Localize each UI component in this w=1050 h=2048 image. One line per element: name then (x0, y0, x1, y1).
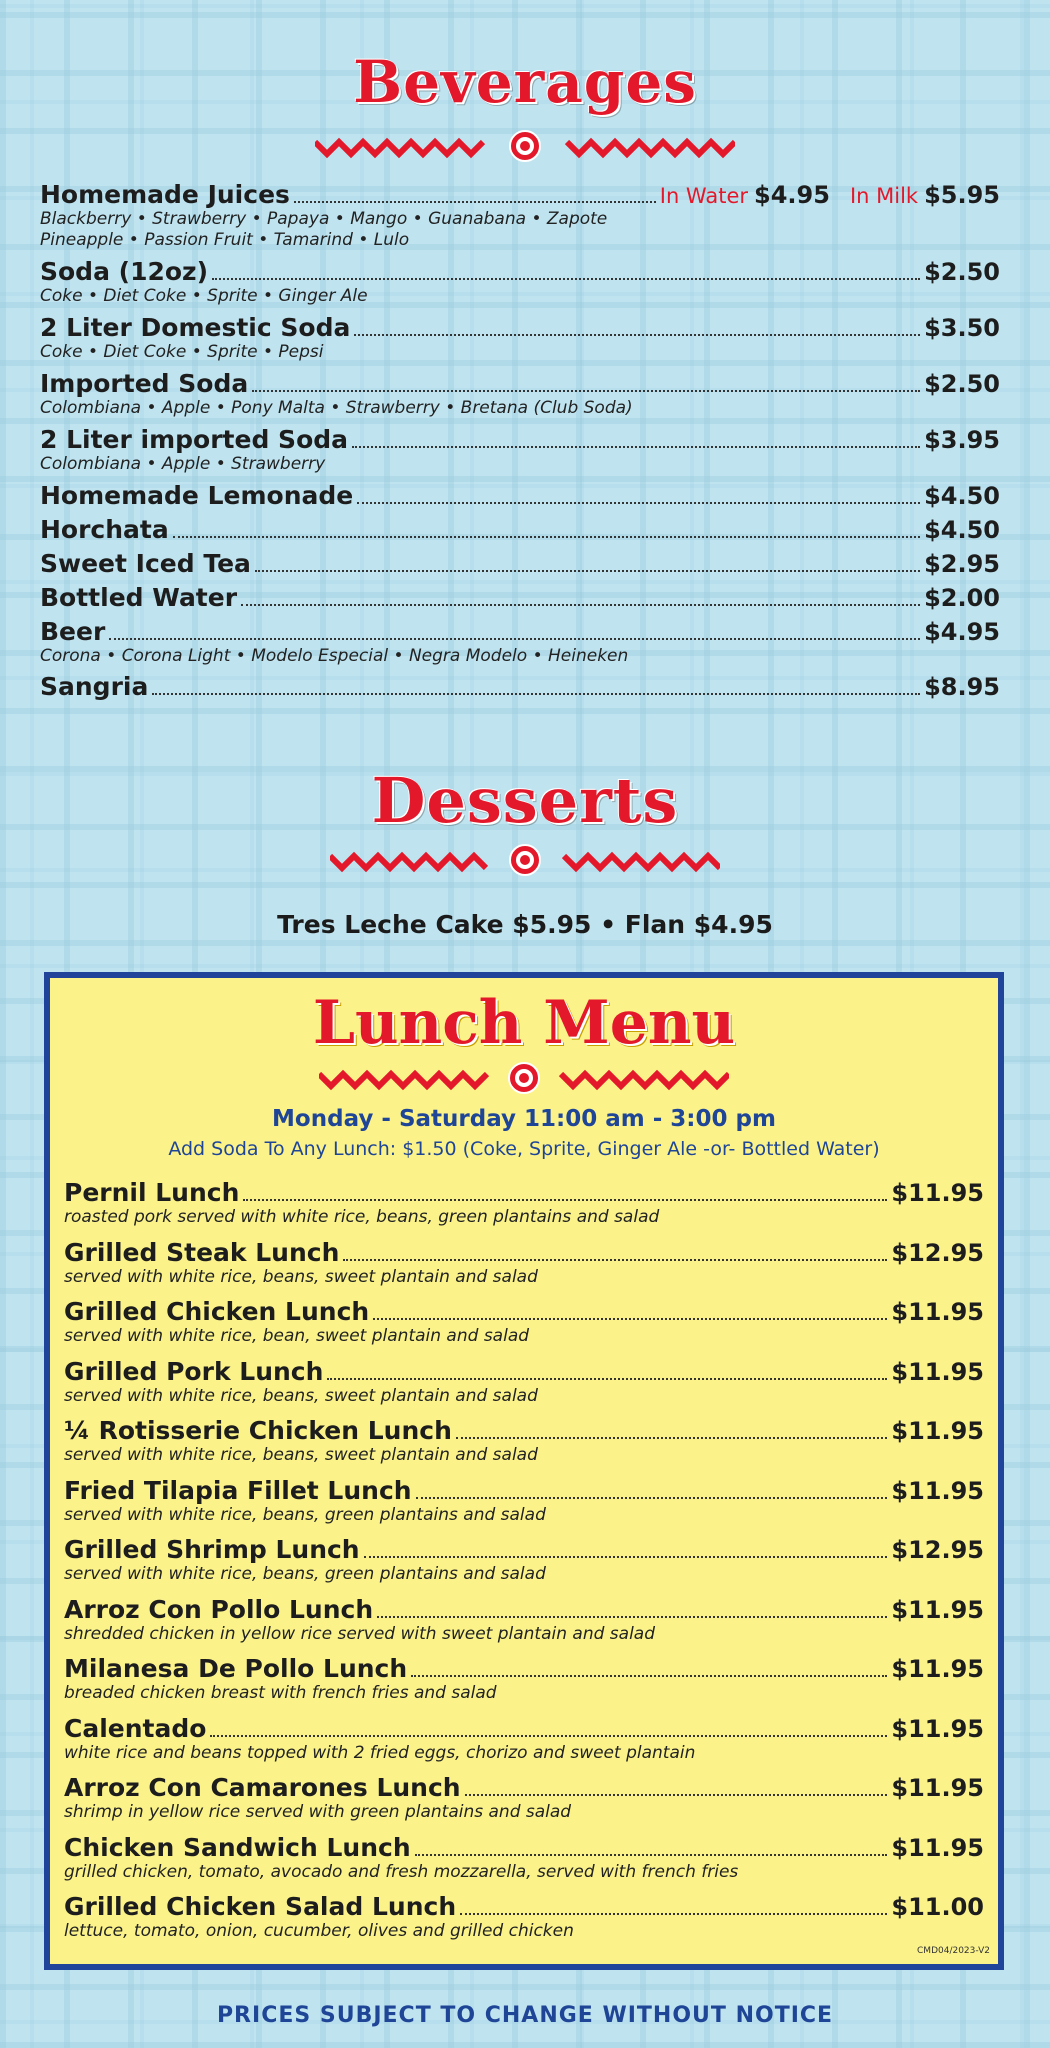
item-price: $11.95 (891, 1655, 984, 1683)
item-name: Soda (12oz) (40, 257, 209, 286)
dot-leader (327, 1378, 887, 1380)
dot-leader (252, 390, 920, 392)
lunch-list (64, 1178, 984, 1952)
item-price: $11.95 (891, 1476, 984, 1505)
item-name: Milanesa De Pollo Lunch (64, 1654, 408, 1683)
dot-leader (152, 693, 920, 695)
dot-leader (357, 502, 920, 504)
item-name: 2 Liter Domestic Soda (40, 313, 351, 342)
item-price: $11.95 (891, 1417, 984, 1445)
item-price: $11.95 (891, 1833, 984, 1862)
dot-leader (411, 1675, 887, 1677)
item-description: Pineapple • Passion Fruit • Tamarind • Lulo (40, 230, 410, 250)
lunch-item (64, 1714, 984, 1774)
item-description: served with white rice, beans, sweet plantain and salad (64, 1266, 538, 1287)
lunch-menu-box (44, 972, 1004, 1970)
beverage-item-sweet-iced-tea (40, 549, 1000, 578)
dot-leader (465, 1794, 888, 1796)
item-name: Homemade Juices (40, 180, 290, 209)
beverage-item-sangria (40, 672, 1000, 701)
item-description: lettuce, tomato, onion, cucumber, olives and grilled chicken (64, 1921, 574, 1941)
desserts-ornament (0, 842, 1050, 878)
item-description: served with white rice, bean, sweet plantain and salad (64, 1326, 530, 1346)
item-name: Grilled Shrimp Lunch (64, 1535, 360, 1564)
item-price: $2.95 (924, 550, 1000, 578)
item-price: $4.50 (924, 516, 1000, 544)
item-name: Horchata (40, 515, 169, 544)
dot-leader (343, 1259, 887, 1261)
dot-leader (173, 536, 920, 538)
item-description: Colombiana • Apple • Strawberry (40, 454, 326, 474)
item-price: $11.95 (891, 1774, 984, 1802)
lunch-item (64, 1416, 984, 1476)
item-price: $11.95 (891, 1298, 984, 1326)
item-price: $2.50 (924, 370, 1000, 398)
item-name: Arroz Con Pollo Lunch (64, 1594, 374, 1624)
price-label: In Milk (849, 184, 919, 208)
item-price: $2.00 (924, 584, 1000, 612)
item-name: ¼ Rotisserie Chicken Lunch (64, 1416, 452, 1445)
dot-leader (364, 1556, 888, 1558)
item-description: white rice and beans topped with 2 fried eggs, chorizo and sweet plantain (64, 1742, 696, 1763)
item-name: Chicken Sandwich Lunch (64, 1832, 411, 1862)
item-price: $3.95 (924, 426, 1000, 454)
dot-leader (377, 1616, 887, 1618)
beverages-list (40, 180, 1000, 701)
item-name: Beer (40, 617, 106, 646)
dot-leader (243, 1199, 887, 1201)
item-price: $12.95 (891, 1536, 984, 1564)
item-name: Grilled Chicken Salad Lunch (64, 1892, 457, 1921)
dot-leader (109, 638, 920, 640)
dot-leader (456, 1437, 887, 1439)
dot-leader (255, 570, 920, 572)
menu-code: CMD04/2023-V2 (917, 1946, 990, 1956)
dot-leader (373, 1318, 887, 1320)
item-price: $8.95 (924, 673, 1000, 701)
price-label: In Water (659, 184, 749, 208)
beverage-item-imported-soda (40, 369, 1000, 419)
lunch-item (64, 1178, 984, 1238)
item-description: Coke • Diet Coke • Sprite • Ginger Ale (40, 286, 368, 306)
item-price: $11.95 (891, 1179, 984, 1207)
desserts-line: Tres Leche Cake $5.95 • Flan $4.95 (277, 910, 773, 939)
item-name: Grilled Chicken Lunch (64, 1297, 370, 1326)
dot-leader (460, 1913, 887, 1915)
lunch-item (64, 1654, 984, 1714)
item-price: $5.95 (924, 181, 1000, 209)
item-description: grilled chicken, tomato, avocado and fresh mozzarella, served with french fries (64, 1861, 739, 1882)
beverage-item-2-liter-imported-soda (40, 425, 1000, 475)
dot-leader (415, 1854, 888, 1856)
beverage-item-soda (40, 257, 1000, 307)
item-description: served with white rice, beans, sweet plantain and salad (64, 1385, 538, 1406)
lunch-item (64, 1357, 984, 1417)
zigzag-ornament-icon (330, 842, 720, 878)
item-name: Calentado (64, 1713, 207, 1743)
item-name: Fried Tilapia Fillet Lunch (64, 1475, 412, 1505)
lunch-item (64, 1833, 984, 1893)
beverage-item-horchata (40, 515, 1000, 544)
price-notice: PRICES SUBJECT TO CHANGE WITHOUT NOTICE (216, 2003, 834, 2028)
lunch-item (64, 1535, 984, 1595)
zigzag-ornament-icon (315, 128, 735, 164)
item-name: Homemade Lemonade (40, 481, 354, 510)
item-description: Blackberry • Strawberry • Papaya • Mango • Guanabana • Zapote (40, 209, 608, 229)
lunch-item (64, 1595, 984, 1655)
item-price: $12.95 (891, 1238, 984, 1267)
dot-leader (294, 201, 656, 203)
item-description: shrimp in yellow rice served with green plantains and salad (64, 1802, 572, 1822)
lunch-ornament (50, 1060, 998, 1096)
item-name: Imported Soda (40, 369, 249, 398)
item-price: $11.95 (891, 1595, 984, 1624)
item-description: served with white rice, beans, sweet plantain and salad (64, 1445, 538, 1465)
item-description: Coke • Diet Coke • Sprite • Pepsi (40, 342, 324, 362)
item-description: served with white rice, beans, green plantains and salad (64, 1564, 546, 1584)
dot-leader (210, 1735, 887, 1737)
lunch-hours: Monday - Saturday 11:00 am - 3:00 pm (272, 1106, 776, 1132)
desserts-title: Desserts (371, 764, 679, 837)
lunch-item (64, 1476, 984, 1536)
lunch-item (64, 1892, 984, 1952)
item-price: $11.00 (891, 1893, 984, 1921)
item-description: Colombiana • Apple • Pony Malta • Strawberry • Bretana (Club Soda) (40, 398, 633, 418)
item-name: Grilled Steak Lunch (64, 1237, 340, 1267)
item-description: Corona • Corona Light • Modelo Especial • Negra Modelo • Heineken (40, 646, 629, 666)
item-name: 2 Liter imported Soda (40, 425, 349, 454)
item-description: roasted pork served with white rice, beans, green plantains and salad (64, 1207, 660, 1227)
dot-leader (416, 1497, 888, 1499)
item-price: $11.95 (891, 1714, 984, 1743)
item-price: $4.50 (924, 482, 1000, 510)
zigzag-ornament-icon (319, 1060, 729, 1096)
item-name: Bottled Water (40, 583, 238, 612)
item-description: breaded chicken breast with french fries and salad (64, 1683, 497, 1703)
beverage-item-beer (40, 617, 1000, 667)
dot-leader (241, 604, 920, 606)
beverages-ornament (0, 128, 1050, 164)
item-name: Arroz Con Camarones Lunch (64, 1773, 461, 1802)
item-name: Grilled Pork Lunch (64, 1356, 324, 1386)
dot-leader (352, 446, 920, 448)
item-description: served with white rice, beans, green plantains and salad (64, 1504, 546, 1525)
beverage-item-2-liter-domestic-soda (40, 313, 1000, 363)
lunch-title: Lunch Menu (312, 988, 736, 1058)
item-name: Sweet Iced Tea (40, 549, 251, 578)
item-price: $3.50 (924, 314, 1000, 342)
item-description: shredded chicken in yellow rice served with sweet plantain and salad (64, 1623, 656, 1644)
lunch-add-soda: Add Soda To Any Lunch: $1.50 (Coke, Sprite, Ginger Ale -or- Bottled Water) (168, 1138, 880, 1160)
lunch-item (64, 1238, 984, 1298)
beverage-item-homemade-lemonade (40, 481, 1000, 510)
item-price: $4.95 (754, 181, 830, 209)
item-price: $2.50 (924, 258, 1000, 286)
beverage-item-homemade-juices (40, 180, 1000, 251)
item-name: Pernil Lunch (64, 1178, 240, 1207)
beverages-title: Beverages (353, 48, 697, 116)
dot-leader (354, 334, 920, 336)
lunch-item (64, 1297, 984, 1357)
item-price: $4.95 (924, 618, 1000, 646)
beverage-item-bottled-water (40, 583, 1000, 612)
lunch-item (64, 1773, 984, 1833)
item-price: $11.95 (891, 1357, 984, 1386)
item-name: Sangria (40, 672, 149, 701)
dot-leader (212, 278, 920, 280)
